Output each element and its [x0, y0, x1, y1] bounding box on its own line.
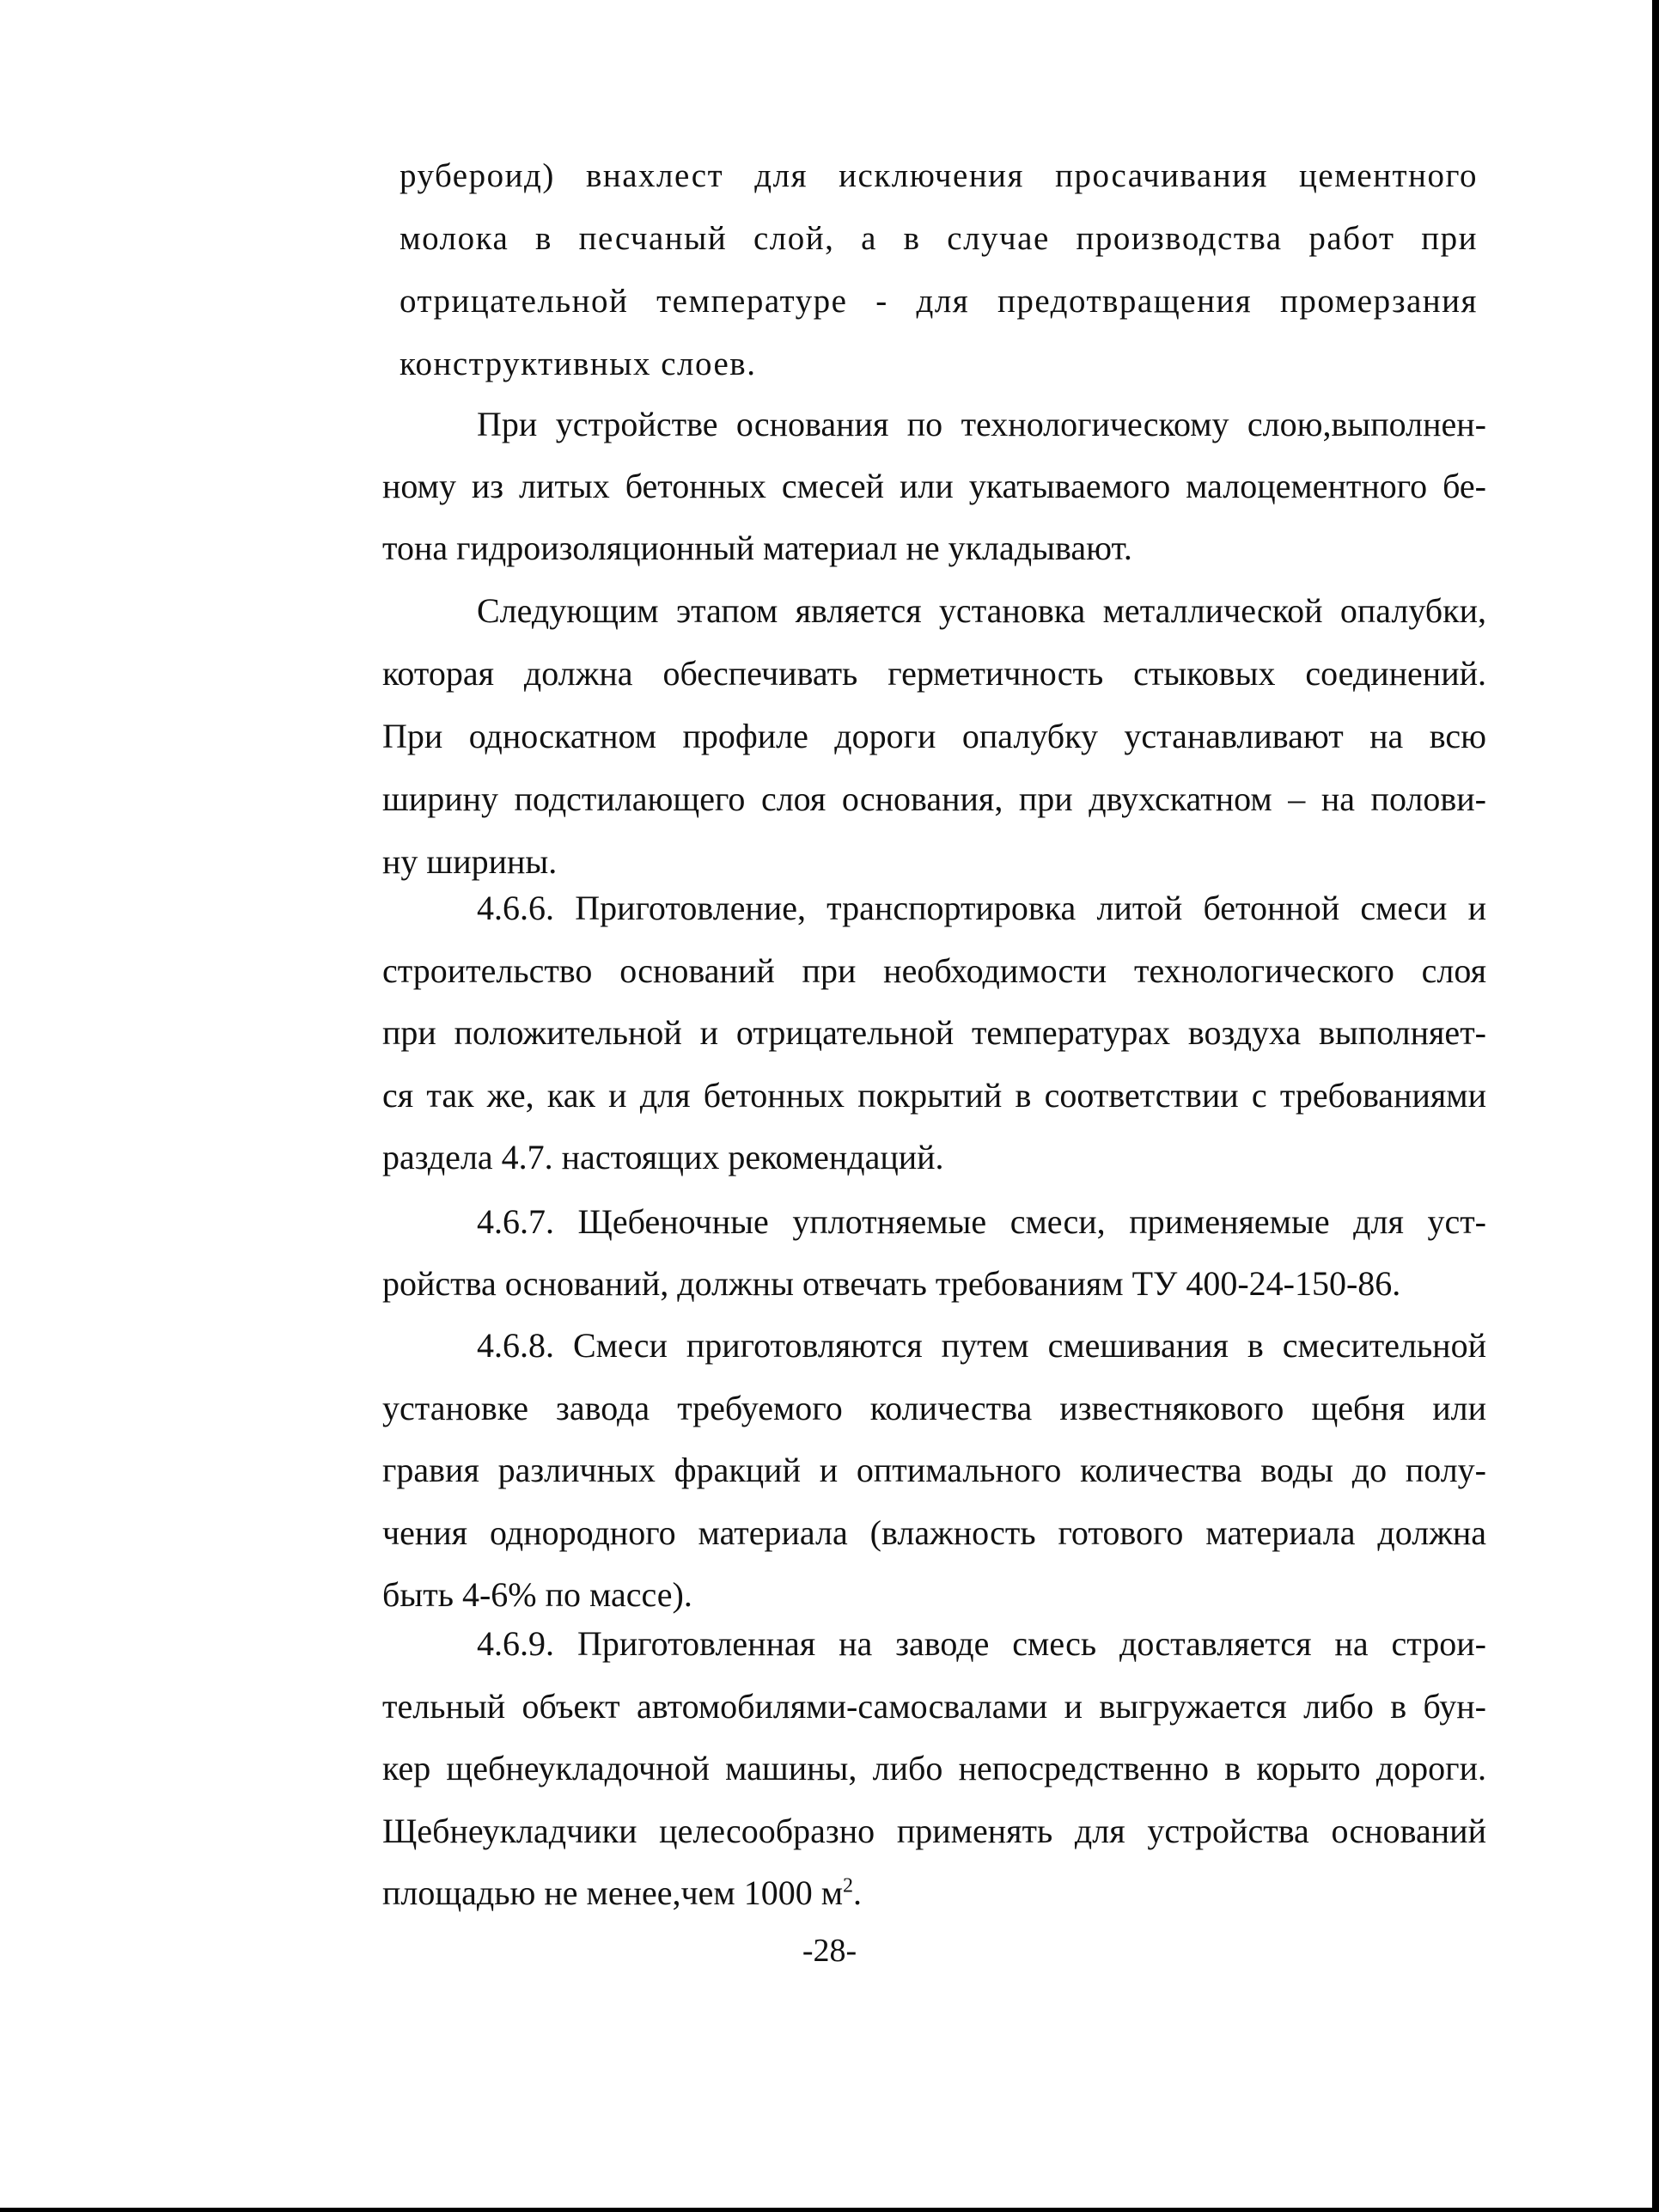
- text-line: раздела 4.7. настоящих рекомендаций.: [382, 1138, 944, 1176]
- page-number: -28-: [802, 1933, 857, 1969]
- text-line: конструктивных слоев.: [400, 345, 757, 382]
- text-line: отрицательной температуре - для предотвращения промерзания: [400, 283, 1478, 320]
- superscript: 2: [843, 1874, 854, 1897]
- text-line: 4.6.8. Смеси приготовляются путем смешивания в смесительной: [477, 1326, 1486, 1365]
- trailing-period: .: [853, 1873, 863, 1912]
- text-line: ройства оснований, должны отвечать требованиям ТУ 400-24-150-86.: [382, 1264, 1401, 1303]
- paragraph-4-6-7: [382, 1191, 1486, 1315]
- text-line: 4.6.6. Приготовление, транспортировка литой бетонной смеси и: [477, 889, 1486, 927]
- text-line: строительство оснований при необходимости технологического слоя: [382, 950, 1486, 990]
- text-line: быть 4-6% по массе).: [382, 1575, 692, 1614]
- text-line: ширину подстилающего слоя основания, при двухскатном – на полови-: [382, 779, 1486, 818]
- paragraph-formwork: [382, 579, 1486, 893]
- text-line: Следующим этапом является установка металлической опалубки,: [477, 591, 1486, 630]
- text-line: тона гидроизоляционный материал не укладывают.: [382, 529, 1132, 567]
- paragraph-4-6-8: [382, 1315, 1486, 1627]
- paragraph-waterproofing: [400, 144, 1478, 395]
- text-line: ну ширины.: [382, 842, 558, 881]
- text-line: рубероид) внахлест для исключения просачивания цементного: [400, 157, 1478, 194]
- paragraph-4-6-6: [382, 877, 1486, 1189]
- text-line: 4.6.7. Щебеночные уплотняемые смеси, применяемые для уст-: [477, 1202, 1486, 1241]
- text-line: тельный объект автомобилями-самосвалами и выгружается либо в бун-: [382, 1686, 1486, 1726]
- scan-edge-right: [1652, 0, 1659, 2212]
- text-line: 4.6.9. Приготовленная на заводе смесь доставляется на строи-: [477, 1624, 1486, 1663]
- text-line: кер щебнеукладочной машины, либо непосредственно в корыто дороги.: [382, 1749, 1486, 1787]
- text-line: гравия различных фракций и оптимального количества воды до полу-: [382, 1451, 1486, 1489]
- paragraph-4-6-9: [382, 1613, 1486, 1925]
- text-line: которая должна обеспечивать герметичность стыковых соединений.: [382, 654, 1486, 693]
- text-line: чения однородного материала (влажность готового материала должна: [382, 1512, 1486, 1552]
- scan-edge-bottom: [0, 2208, 1659, 2212]
- paragraph-technological-layer: [382, 394, 1486, 579]
- text-line-area: площадью не менее,чем 1000 м: [382, 1873, 844, 1912]
- text-line: При устройстве основания по технологическому слою,выполнен-: [477, 405, 1486, 443]
- text-line: При односкатном профиле дороги опалубку устанавливают на всю: [382, 717, 1486, 755]
- text-line: молока в песчаный слой, а в случае производства работ при: [400, 220, 1478, 257]
- text-line: ся так же, как и для бетонных покрытий в соответствии с требованиями: [382, 1075, 1486, 1115]
- text-line: при положительной и отрицательной температурах воздуха выполняет-: [382, 1013, 1486, 1052]
- text-line: установке завода требуемого количества известнякового щебня или: [382, 1388, 1486, 1427]
- text-line: Щебнеукладчики целесообразно применять для устройства оснований: [382, 1811, 1486, 1850]
- text-line-last: [382, 1862, 1486, 1925]
- text-line: ному из литых бетонных смесей или укатываемого малоцементного бе-: [382, 467, 1486, 505]
